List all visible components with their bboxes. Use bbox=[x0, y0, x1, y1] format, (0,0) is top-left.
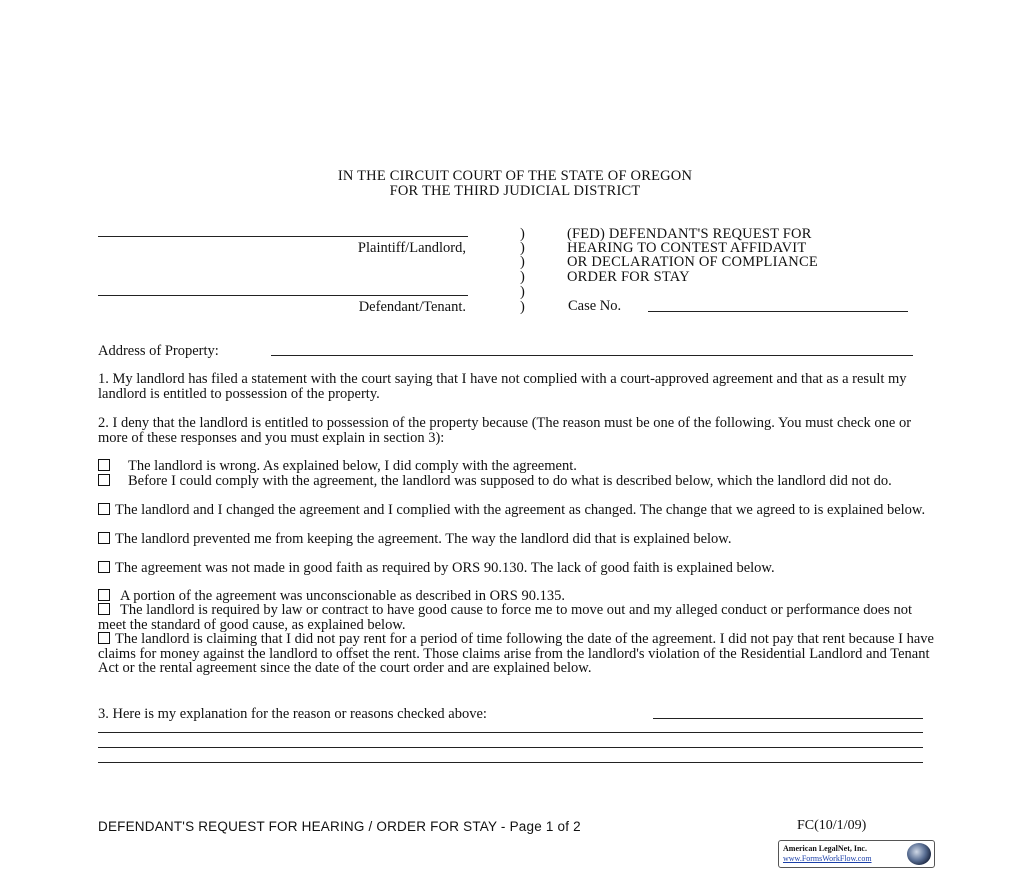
checkbox[interactable] bbox=[98, 603, 110, 615]
explanation-field-line3[interactable] bbox=[98, 747, 923, 748]
option-text: Before I could comply with the agreement, the landlord was supposed to do what is described below, which the landlord did not do. bbox=[128, 473, 892, 489]
option-text: The landlord prevented me from keeping the agreement. The way the landlord did that is explained below. bbox=[115, 531, 732, 547]
checkbox[interactable] bbox=[98, 474, 110, 486]
form-title-line2: HEARING TO CONTEST AFFIDAVIT bbox=[567, 240, 807, 256]
plaintiff-name-field[interactable] bbox=[98, 236, 468, 237]
address-field[interactable] bbox=[271, 355, 913, 356]
form-code: FC(10/1/09) bbox=[797, 818, 867, 833]
legalnet-badge[interactable] bbox=[778, 840, 935, 868]
explanation-field-line1[interactable] bbox=[653, 718, 923, 719]
form-title-line4: ORDER FOR STAY bbox=[567, 269, 690, 285]
caption-paren: ) bbox=[520, 226, 525, 242]
defendant-label: Defendant/Tenant. bbox=[358, 299, 466, 315]
option-agreement-changed bbox=[98, 503, 938, 518]
explanation-field-line2[interactable] bbox=[98, 732, 923, 733]
checkbox[interactable] bbox=[98, 589, 110, 601]
globe-logo-icon bbox=[907, 843, 931, 865]
option-text: The agreement was not made in good faith as required by ORS 90.130. The lack of good faith is explained below. bbox=[115, 560, 775, 576]
court-heading-line2: FOR THE THIRD JUDICIAL DISTRICT bbox=[389, 183, 641, 199]
checkbox[interactable] bbox=[98, 459, 110, 471]
badge-company: American LegalNet, Inc. bbox=[783, 844, 867, 853]
option-landlord-wrong bbox=[98, 459, 938, 474]
checkbox[interactable] bbox=[98, 632, 110, 644]
plaintiff-label: Plaintiff/Landlord, bbox=[357, 240, 466, 256]
case-no-field[interactable] bbox=[648, 311, 908, 312]
option-text: A portion of the agreement was unconscionable as described in ORS 90.135. bbox=[120, 588, 565, 604]
option-good-cause bbox=[98, 603, 938, 632]
paragraph-1: 1. My landlord has filed a statement with the court saying that I have not complied with a court-approved agreement and that as a result my landlord is entitled to possession of the property. bbox=[98, 371, 907, 402]
option-rent-offset bbox=[98, 632, 938, 676]
defendant-name-field[interactable] bbox=[98, 295, 468, 296]
checkbox[interactable] bbox=[98, 503, 110, 515]
checkbox[interactable] bbox=[98, 561, 110, 573]
caption-paren: ) bbox=[520, 284, 525, 300]
paragraph-2: 2. I deny that the landlord is entitled to possession of the property because (The reason must be one of the following. You must check one or more of these responses and you must explain in section 3): bbox=[98, 415, 912, 446]
option-text: The landlord and I changed the agreement and I complied with the agreement as changed. The change that we agreed to is explained below. bbox=[115, 502, 926, 518]
checkbox[interactable] bbox=[98, 532, 110, 544]
caption-paren: ) bbox=[520, 254, 525, 270]
option-text: The landlord is required by law or contract to have good cause to force me to move out and my alleged conduct or performance does not meet the standard of good cause, as explained below. bbox=[98, 602, 912, 633]
address-label: Address of Property: bbox=[98, 343, 219, 359]
explanation-field-line4[interactable] bbox=[98, 762, 923, 763]
form-title-line3: OR DECLARATION OF COMPLIANCE bbox=[567, 254, 818, 270]
badge-url[interactable]: www.FormsWorkFlow.com bbox=[783, 854, 872, 863]
form-title-line1: (FED) DEFENDANT'S REQUEST FOR bbox=[567, 226, 812, 242]
caption-paren: ) bbox=[520, 299, 525, 315]
option-landlord-obligation bbox=[98, 474, 938, 489]
court-heading-line1: IN THE CIRCUIT COURT OF THE STATE OF OREGON bbox=[337, 168, 693, 184]
caption-paren: ) bbox=[520, 269, 525, 285]
caption-paren: ) bbox=[520, 240, 525, 256]
option-text: The landlord is claiming that I did not pay rent for a period of time following the date of the agreement. I did not pay that rent because I have claims for money against the landlord to offset the rent. Those claims arise from the landlord's violation of the Residential Landlord and Tenant Act or the rental agreement since the date of the court order and are explained below. bbox=[98, 631, 934, 677]
option-landlord-prevented bbox=[98, 532, 938, 547]
case-no-label: Case No. bbox=[568, 298, 622, 314]
option-bad-faith bbox=[98, 561, 938, 576]
paragraph-3: 3. Here is my explanation for the reason or reasons checked above: bbox=[98, 706, 487, 722]
option-text: The landlord is wrong. As explained below, I did comply with the agreement. bbox=[128, 458, 577, 474]
footer-title: DEFENDANT'S REQUEST FOR HEARING / ORDER FOR STAY - Page 1 of 2 bbox=[98, 819, 581, 834]
